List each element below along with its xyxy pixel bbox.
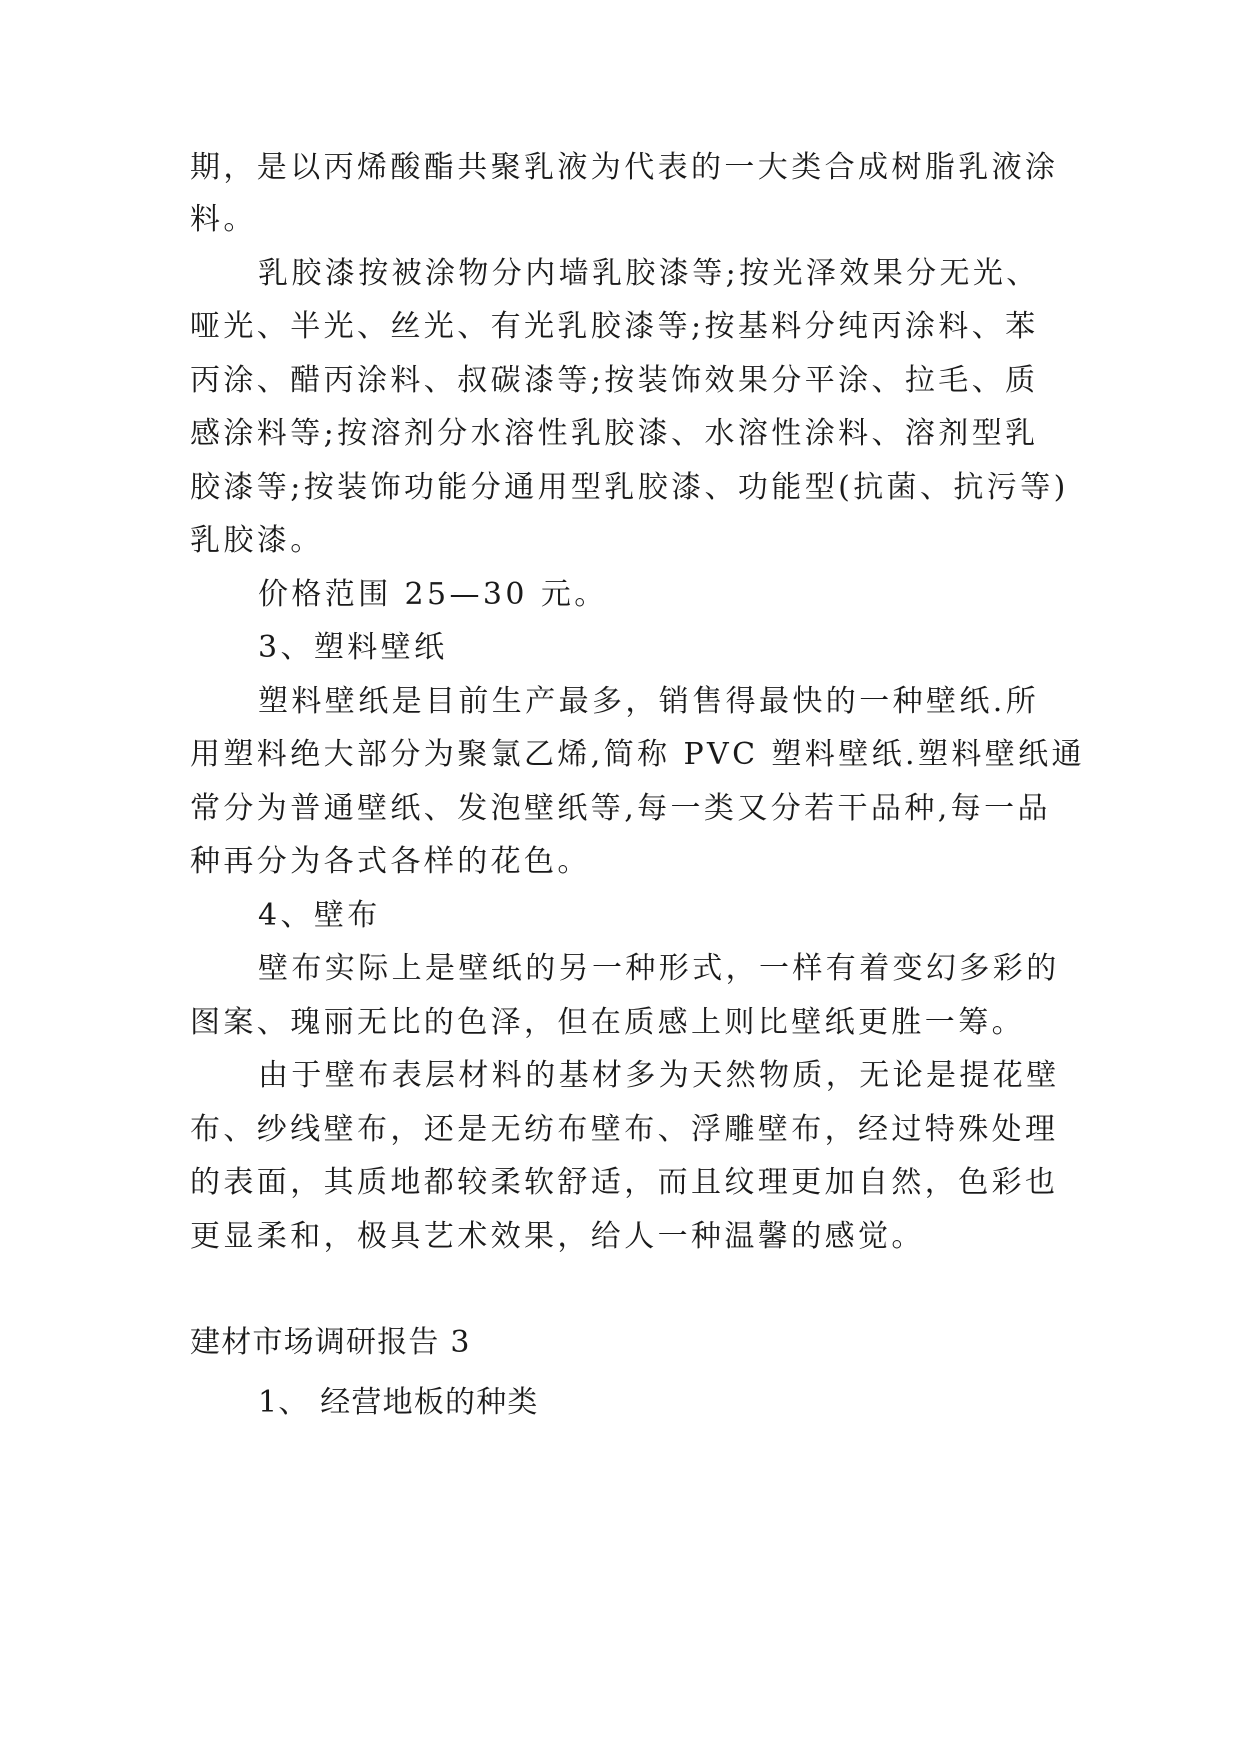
section-heading-flooring-types: 1、 经营地板的种类: [258, 1385, 539, 1420]
section-heading-plastic-wallpaper: 3、塑料壁纸: [258, 630, 448, 665]
paragraph-line: 由于壁布表层材料的基材多为天然物质，无论是提花壁: [258, 1058, 1060, 1093]
paragraph-line: 的表面，其质地都较柔软舒适，而且纹理更加自然，色彩也: [190, 1165, 1059, 1200]
paragraph-line: 布、纱线壁布，还是无纺布壁布、浮雕壁布，经过特殊处理: [190, 1112, 1059, 1147]
paragraph-line: 乳胶漆按被涂物分内墙乳胶漆等;按光泽效果分无光、: [258, 256, 1040, 291]
paragraph-line: 哑光、半光、丝光、有光乳胶漆等;按基料分纯丙涂料、苯: [190, 309, 1039, 344]
paragraph-line: 种再分为各式各样的花色。: [190, 844, 591, 879]
paragraph-line: 常分为普通壁纸、发泡壁纸等,每一类又分若干品种,每一品: [190, 791, 1051, 826]
paragraph-line: 壁布实际上是壁纸的另一种形式，一样有着变幻多彩的: [258, 951, 1060, 986]
paragraph-line: 图案、瑰丽无比的色泽，但在质感上则比壁纸更胜一筹。: [190, 1005, 1025, 1040]
paragraph-line: 塑料壁纸是目前生产最多，销售得最快的一种壁纸.所: [258, 684, 1040, 719]
paragraph-line: 期，是以丙烯酸酯共聚乳液为代表的一大类合成树脂乳液涂: [190, 150, 1059, 185]
paragraph-line: 用塑料绝大部分为聚氯乙烯,简称 PVC 塑料壁纸.塑料壁纸通: [190, 737, 1085, 772]
report-title: 建材市场调研报告 3: [190, 1325, 471, 1360]
paragraph-line: 丙涂、醋丙涂料、叔碳漆等;按装饰效果分平涂、拉毛、质: [190, 363, 1039, 398]
price-range-line: 价格范围 25—30 元。: [258, 577, 608, 612]
section-heading-wall-cloth: 4、壁布: [258, 898, 381, 933]
paragraph-line: 乳胶漆。: [190, 523, 324, 558]
paragraph-line: 胶漆等;按装饰功能分通用型乳胶漆、功能型(抗菌、抗污等): [190, 470, 1069, 505]
paragraph-line: 更显柔和，极具艺术效果，给人一种温馨的感觉。: [190, 1219, 925, 1254]
paragraph-line: 料。: [190, 202, 257, 237]
paragraph-line: 感涂料等;按溶剂分水溶性乳胶漆、水溶性涂料、溶剂型乳: [190, 416, 1039, 451]
